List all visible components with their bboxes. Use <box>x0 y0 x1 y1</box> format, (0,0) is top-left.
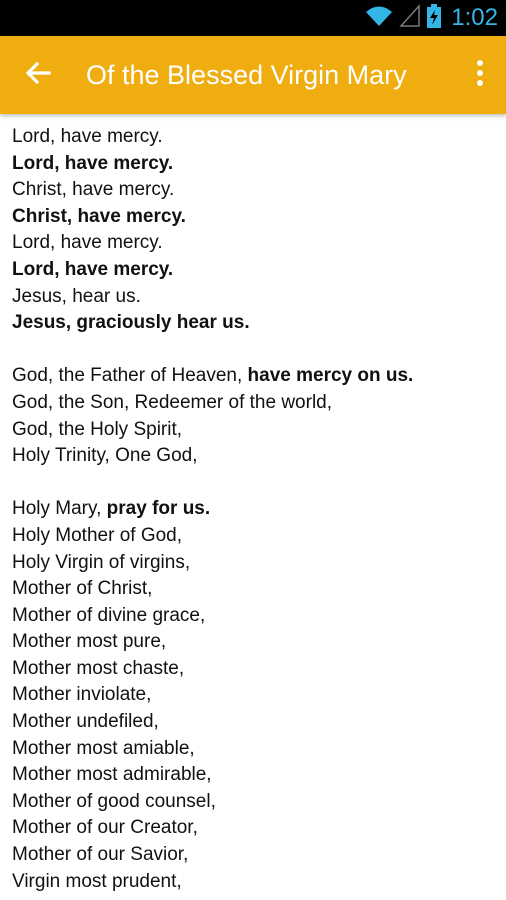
litany-line: Holy Virgin of virgins, <box>12 551 191 573</box>
litany-line: Virgin most prudent, <box>12 870 182 892</box>
litany-line: Mother most amiable, <box>12 737 195 759</box>
litany-line: Lord, have mercy. <box>12 258 174 280</box>
blank-line <box>12 337 500 364</box>
page-title: Of the Blessed Virgin Mary <box>86 60 407 90</box>
litany-line: Mother of Christ, <box>12 578 153 600</box>
litany-line: Jesus, hear us. <box>12 285 141 307</box>
litany-line: Mother of our Savior, <box>12 844 189 866</box>
litany-line: Mother undefiled, <box>12 711 159 733</box>
status-time: 1:02 <box>451 4 498 31</box>
overflow-menu-icon <box>476 59 484 92</box>
litany-line: Jesus, graciously hear us. <box>12 312 250 334</box>
litany-line: Christ, have mercy. <box>12 179 175 201</box>
wifi-icon <box>365 4 393 33</box>
arrow-left-icon <box>24 59 52 92</box>
litany-line: Lord, have mercy. <box>12 232 163 254</box>
litany-line: Holy Mother of God, <box>12 524 183 546</box>
app-bar <box>0 36 506 114</box>
litany-line: Mother of divine grace, <box>12 604 206 626</box>
litany-line: Mother most chaste, <box>12 657 185 679</box>
signal-icon <box>399 4 421 33</box>
battery-charging-icon <box>427 4 441 33</box>
litany-line: God, the Holy Spirit, <box>12 418 183 440</box>
back-button[interactable] <box>18 55 58 95</box>
litany-line: Mother of good counsel, <box>12 790 216 812</box>
litany-line: God, the Son, Redeemer of the world, <box>12 391 333 413</box>
blank-line <box>12 470 500 497</box>
litany-line: Holy Trinity, One God, <box>12 445 198 467</box>
litany-line: Mother most pure, <box>12 631 167 653</box>
litany-line: God, the Father of Heaven, have mercy on us. <box>12 365 414 387</box>
litany-line: Mother most admirable, <box>12 764 212 786</box>
overflow-menu-button[interactable] <box>468 55 492 95</box>
litany-line: Lord, have mercy. <box>12 126 163 147</box>
status-icons <box>365 4 498 32</box>
litany-text <box>12 124 500 895</box>
status-bar <box>0 0 506 36</box>
litany-line: Holy Mary, pray for us. <box>12 498 211 520</box>
litany-line: Mother of our Creator, <box>12 817 198 839</box>
litany-line: Lord, have mercy. <box>12 152 174 174</box>
litany-line: Christ, have mercy. <box>12 205 186 227</box>
litany-line: Mother inviolate, <box>12 684 152 706</box>
